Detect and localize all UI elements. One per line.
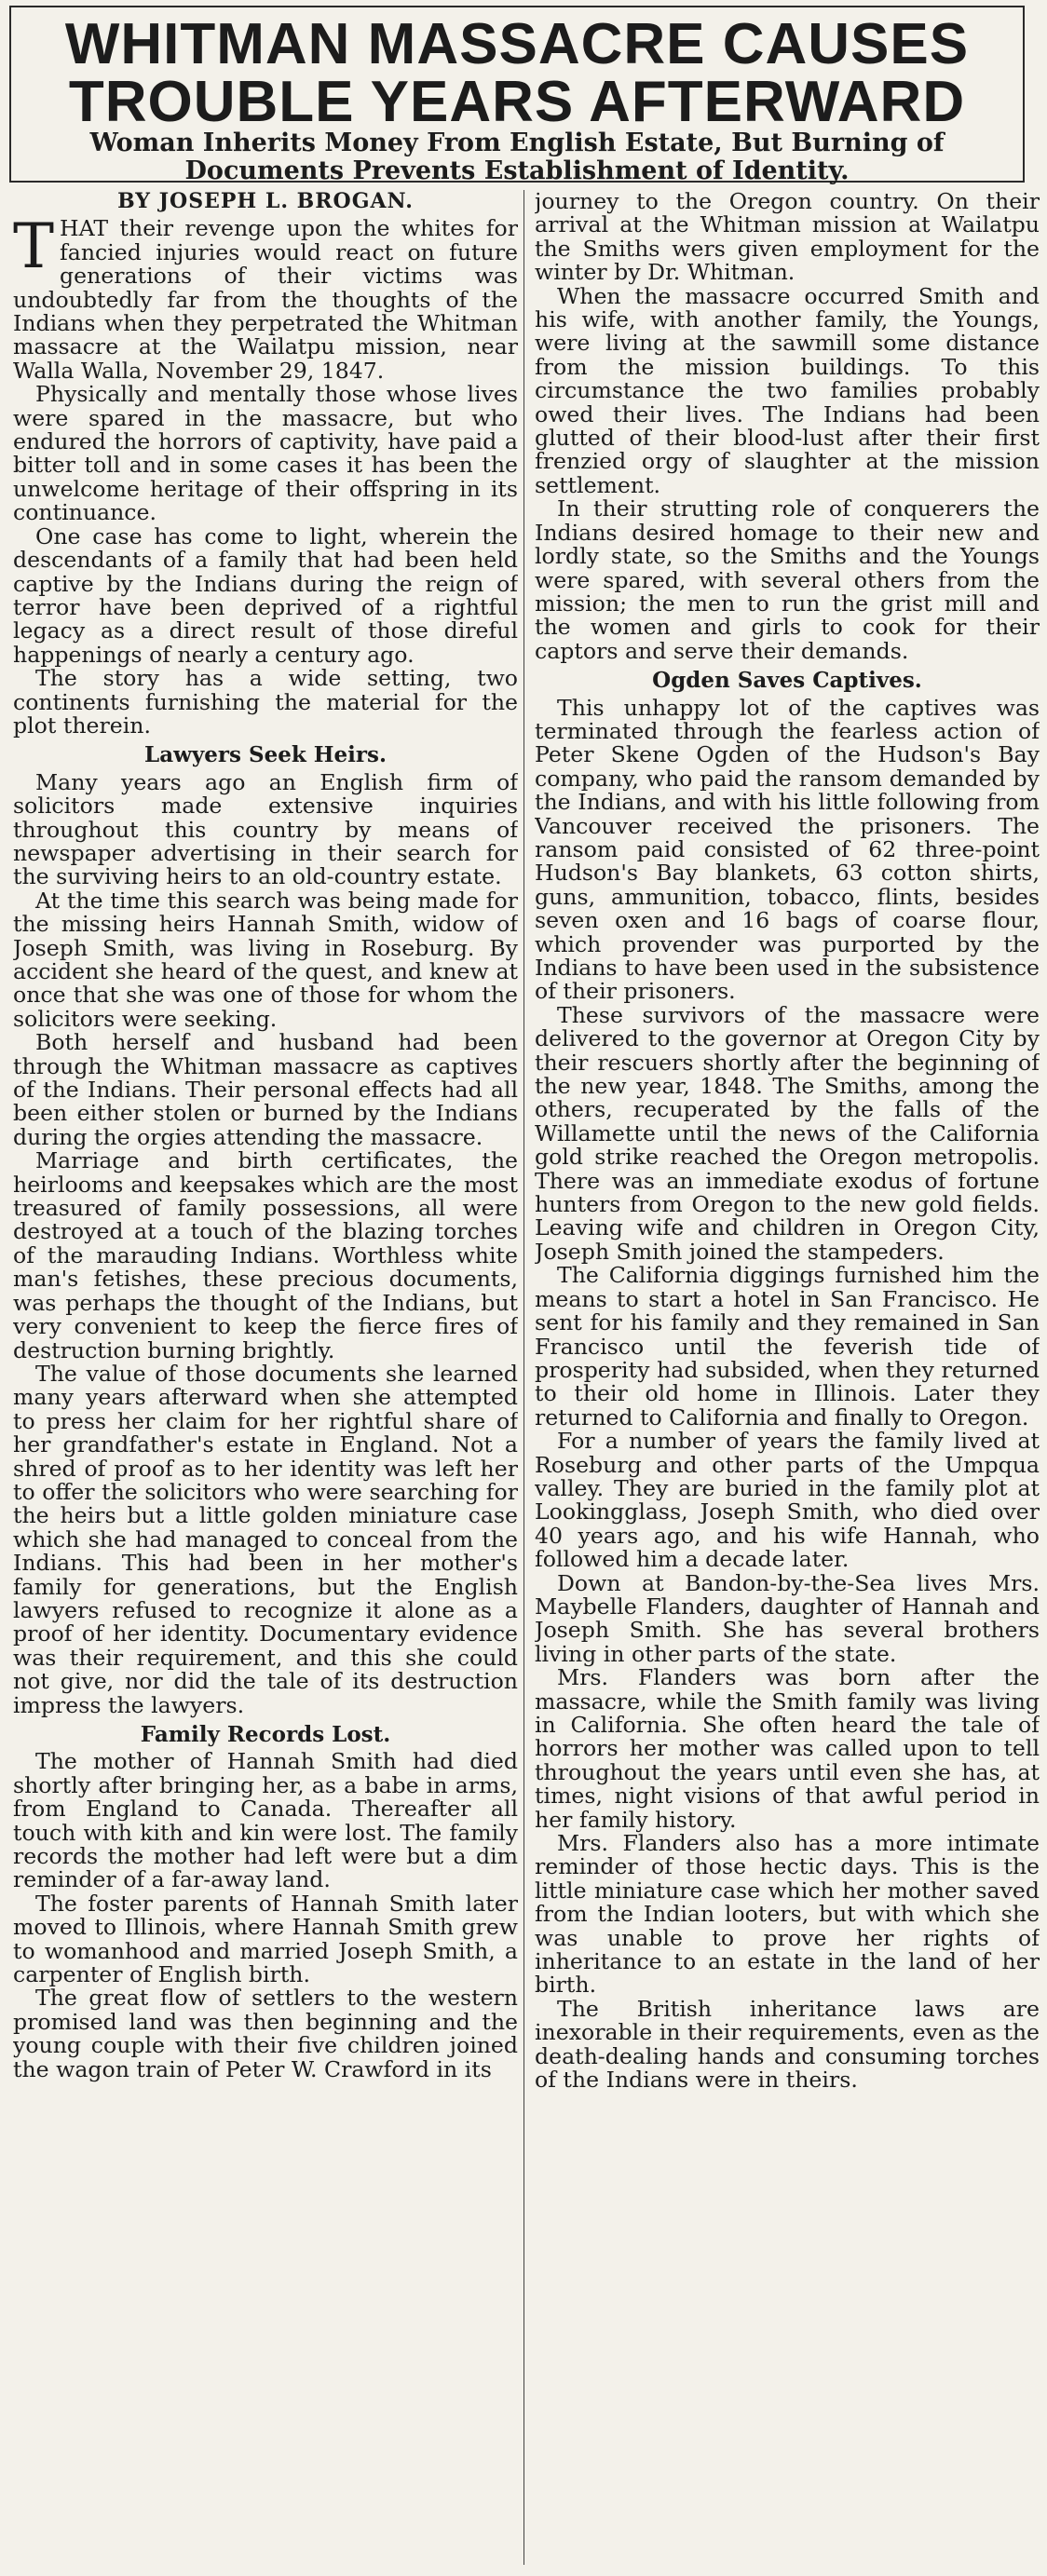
deck-line-2: Documents Prevents Establishment of Identity. [184, 156, 850, 185]
paragraph: journey to the Oregon country. On their arrival at the Whitman mission at Wailatpu the Smiths wers given employment for the winter by Dr. Whitman. [535, 190, 1040, 286]
paragraph: The mother of Hannah Smith had died shortly after bringing her, as a babe in arms, from England to Canada. Thereafter all touch with kith and kin were lost. The family records the mother had left were but a dim reminder of a far-away land. [13, 1748, 518, 1893]
paragraph: The British inheritance laws are inexorable in their requirements, even as the death-dealing hands and consuming torches of the Indians were in theirs. [535, 1995, 1040, 2094]
paragraph: One case has come to light, wherein the descendants of a family that had been held captive by the Indians during the reign of terror have been deprived of a rightful legacy as a direct result of those direful happenings of nearly a century ago. [13, 522, 518, 668]
paragraph: The California diggings furnished him the means to start a hotel in San Francisco. He sent for his family and they remained in San Francisco until the feverish tide of prosperity had subsided, when they returned to their old home in Illinois. Later they returned to California and finally to Oregon. [535, 1262, 1040, 1430]
paragraph: Marriage and birth certificates, the heirlooms and keepsakes which are the most treasured of family possessions, all were destroyed at a touch of the blazing torches of the marauding Indians. Worthless white man's fetishes, these precious documents, was perhaps the thought of the Indians, but very convenient to keep the fierce fires of destruction burning brightly. [13, 1147, 518, 1363]
paragraph-text: HAT their revenge upon the whites for fancied injuries would react on future generations of their victims was undoubtedly far from the thoughts of the Indians when they perpetrated the Whitman massacre at the Wailatpu mission, near Walla Walla, November 29, 1847. [13, 215, 518, 384]
headline-box [9, 6, 1025, 183]
paragraph: The great flow of settlers to the western promised land was then beginning and the young couple with their five children joined the wagon train of Peter W. Crawford in its [13, 1985, 518, 2082]
paragraph: These survivors of the massacre were delivered to the governor at Oregon City by their rescuers shortly after the beginning of the new year, 1848. The Smiths, among the others, recuperated by the falls of the Willamette until the news of the California gold strike reached the Oregon metropolis. There was an immediate exodus of fortune hunters from Oregon to the new gold fields. Leaving wife and children in Oregon City, Joseph Smith joined the stampeders. [535, 1001, 1040, 1265]
paragraph: Mrs. Flanders was born after the massacre, while the Smith family was living in California. She often heard the tale of horrors her mother was called upon to tell throughout the years until even she has, at times, night visions of that awful period in her family history. [535, 1664, 1040, 1833]
paragraph: At the time this search was being made for the missing heirs Hannah Smith, widow of Joseph Smith, was living in Roseburg. By accident she heard of the quest, and knew at once that she was one of those for whom the solicitors were seeking. [13, 887, 518, 1032]
paragraph: Down at Bandon-by-the-Sea lives Mrs. Maybelle Flanders, daughter of Hannah and Joseph Smith. She has several brothers living in other parts of the state. [535, 1569, 1040, 1667]
paragraph: In their strutting role of conquerers the Indians desired homage to their new and lordly state, so the Smiths and the Youngs were spared, with several others from the mission; the men to run the grist mill and the women and girls to cook for their captors and serve their demands. [535, 495, 1040, 664]
paragraph: The value of those documents she learned many years afterward when she attempted to press her claim for her rightful share of her grandfather's estate in England. Not a shred of proof as to her identity was left her to offer the solicitors who were searching for the heirs but a little golden miniature case which she had managed to conceal from the Indians. This had been in her mother's family for generations, but the English lawyers refused to recognize it alone as a proof of her identity. Documentary evidence was their requirement, and this she could not give, nor did the tale of its destruction impress the lawyers. [13, 1360, 518, 1718]
paragraph: The story has a wide setting, two continents furnishing the material for the plot therein. [13, 665, 518, 739]
paragraph: Physically and mentally those whose lives were spared in the massacre, but who endured the horrors of captivity, have paid a bitter toll and in some cases it has been the unwelcome heritage of their offspring in its continuance. [13, 381, 518, 526]
headline-line-1: WHITMAN MASSACRE CAUSES [64, 12, 970, 76]
paragraph: Both herself and husband had been through the Whitman massacre as captives of the Indians. Their personal effects had all been either stolen or burned by the Indians during the orgies attending the massacre. [13, 1029, 518, 1150]
paragraph: Mrs. Flanders also has a more intimate reminder of those hectic days. This is the little miniature case which her mother saved from the Indian looters, but with which she was unable to prove her rights of inheritance to an estate in the land of her birth. [535, 1830, 1040, 1999]
paragraph: This unhappy lot of the captives was terminated through the fearless action of Peter Skene Ogden of the Hudson's Bay company, who paid the ransom demanded by the Indians, and with his little following from Vancouver received the prisoners. The ransom paid consisted of 62 three-point Hudson's Bay blankets, 63 cotton shirts, guns, ammunition, tobacco, flints, besides seven oxen and 16 bags of coarse flour, which provender was purported by the Indians to have been used in the subsistence of their prisoners. [535, 694, 1040, 1005]
byline: BY JOSEPH L. BROGAN. [117, 190, 414, 213]
headline-line-2: TROUBLE YEARS AFTERWARD [68, 70, 966, 134]
left-column [13, 190, 518, 2565]
deck-line-1: Woman Inherits Money From English Estate, But Burning of [89, 129, 945, 157]
paragraph: Many years ago an English firm of solicitors made extensive inquiries throughout this country by means of newspaper advertising in their search for the surviving heirs to an old-country estate. [13, 768, 518, 890]
paragraph: The foster parents of Hannah Smith later moved to Illinois, where Hannah Smith grew to womanhood and married Joseph Smith, a carpenter of English birth. [13, 1890, 518, 1988]
drop-cap: T [13, 210, 55, 283]
paragraph: When the massacre occurred Smith and his wife, with another family, the Youngs, were living at the sawmill some distance from the mission buildings. To this circumstance the two families probably owed their lives. The Indians had been glutted of their blood-lust after their first frenzied orgy of slaughter at the mission settlement. [535, 282, 1040, 498]
right-column [535, 190, 1040, 2565]
subheading: Ogden Saves Captives. [652, 668, 922, 694]
subheading: Family Records Lost. [140, 1722, 391, 1747]
paragraph [13, 210, 518, 384]
paragraph: For a number of years the family lived at Roseburg and other parts of the Umpqua valley. They are buried in the family plot at Lookingglass, Joseph Smith, who died over 40 years ago, and his wife Hannah, who followed him a decade later. [535, 1428, 1040, 1573]
subheading: Lawyers Seek Heirs. [144, 742, 387, 768]
